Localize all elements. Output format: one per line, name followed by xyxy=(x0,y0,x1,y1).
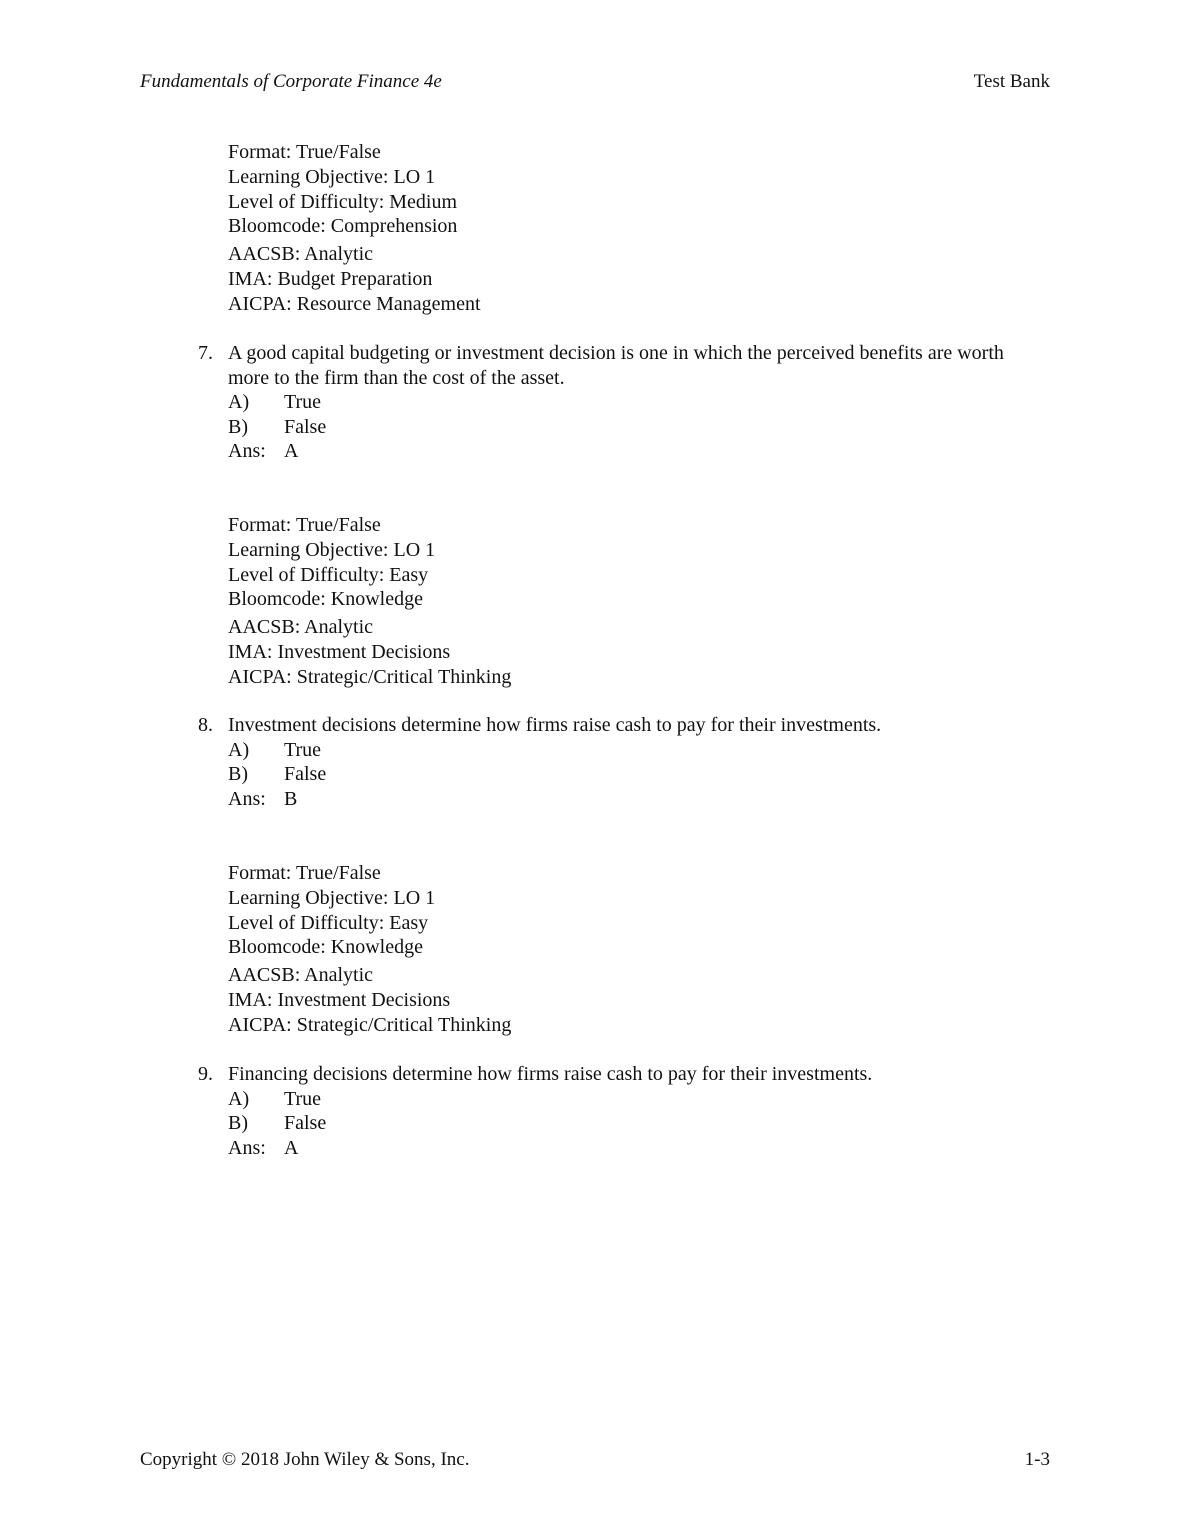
aicpa-line: AICPA: Strategic/Critical Thinking xyxy=(228,1013,512,1036)
page-header xyxy=(140,70,1050,94)
option-label: True xyxy=(284,738,322,761)
question-8 xyxy=(198,713,1018,811)
answer-value: A xyxy=(284,1136,299,1159)
option-b xyxy=(228,762,1018,787)
answer-row xyxy=(228,1136,1018,1161)
copyright-notice: Copyright © 2018 John Wiley & Sons, Inc. xyxy=(140,1449,470,1470)
option-letter: B) xyxy=(228,1112,248,1135)
format-line: Format: True/False xyxy=(228,514,381,536)
question-number: 9. xyxy=(198,1063,213,1085)
ima-line: IMA: Investment Decisions xyxy=(228,988,451,1011)
answer-row xyxy=(228,787,1018,812)
book-title: Fundamentals of Corporate Finance 4e xyxy=(140,71,442,92)
question-number: 8. xyxy=(198,714,213,736)
ima-line: IMA: Investment Decisions xyxy=(228,640,451,663)
option-label: True xyxy=(284,391,322,414)
option-a xyxy=(228,1087,1018,1112)
page-footer xyxy=(140,1448,1050,1472)
question-text: Investment decisions determine how firms raise cash to pay for their investments. xyxy=(228,714,882,736)
learning-objective-line: Learning Objective: LO 1 xyxy=(228,538,436,561)
difficulty-line: Level of Difficulty: Easy xyxy=(228,563,429,586)
page-number: 1-3 xyxy=(1024,1449,1050,1470)
aicpa-line: AICPA: Resource Management xyxy=(228,292,481,315)
aacsb-line: AACSB: Analytic xyxy=(228,964,374,987)
option-letter: A) xyxy=(228,391,250,414)
answer-value: A xyxy=(284,440,299,463)
option-b xyxy=(228,1111,1018,1136)
difficulty-line: Level of Difficulty: Easy xyxy=(228,911,429,934)
bloomcode-line: Bloomcode: Comprehension xyxy=(228,215,458,238)
option-label: False xyxy=(284,763,327,786)
aacsb-line: AACSB: Analytic xyxy=(228,616,374,639)
option-label: False xyxy=(284,1112,327,1135)
bloomcode-line: Bloomcode: Knowledge xyxy=(228,588,423,611)
option-b xyxy=(228,415,1018,440)
option-label: False xyxy=(284,415,327,438)
question-text: A good capital budgeting or investment decision is one in which the perceived benefits are worth more to the firm than the cost of the asset. xyxy=(228,342,1004,389)
option-a xyxy=(228,738,1018,763)
question-metadata-8 xyxy=(228,861,511,1038)
answer-label: Ans: xyxy=(228,440,266,463)
question-text: Financing decisions determine how firms raise cash to pay for their investments. xyxy=(228,1063,873,1085)
learning-objective-line: Learning Objective: LO 1 xyxy=(228,165,436,188)
ima-line: IMA: Budget Preparation xyxy=(228,267,433,290)
option-letter: A) xyxy=(228,738,250,761)
question-9 xyxy=(198,1062,1018,1160)
option-a xyxy=(228,390,1018,415)
option-label: True xyxy=(284,1087,322,1110)
option-letter: A) xyxy=(228,1087,250,1110)
format-line: Format: True/False xyxy=(228,862,381,884)
bloomcode-line: Bloomcode: Knowledge xyxy=(228,936,423,959)
option-letter: B) xyxy=(228,763,248,786)
answer-label: Ans: xyxy=(228,1136,266,1159)
section-label: Test Bank xyxy=(973,71,1050,92)
question-metadata-7 xyxy=(228,513,511,690)
question-metadata-6 xyxy=(228,140,481,317)
learning-objective-line: Learning Objective: LO 1 xyxy=(228,886,436,909)
answer-label: Ans: xyxy=(228,787,266,810)
difficulty-line: Level of Difficulty: Medium xyxy=(228,190,458,213)
aacsb-line: AACSB: Analytic xyxy=(228,243,374,266)
answer-value: B xyxy=(284,787,298,810)
format-line: Format: True/False xyxy=(228,141,381,163)
aicpa-line: AICPA: Strategic/Critical Thinking xyxy=(228,665,512,688)
option-letter: B) xyxy=(228,415,248,438)
answer-row xyxy=(228,439,1018,464)
question-number: 7. xyxy=(198,342,213,364)
question-7 xyxy=(198,341,1018,464)
